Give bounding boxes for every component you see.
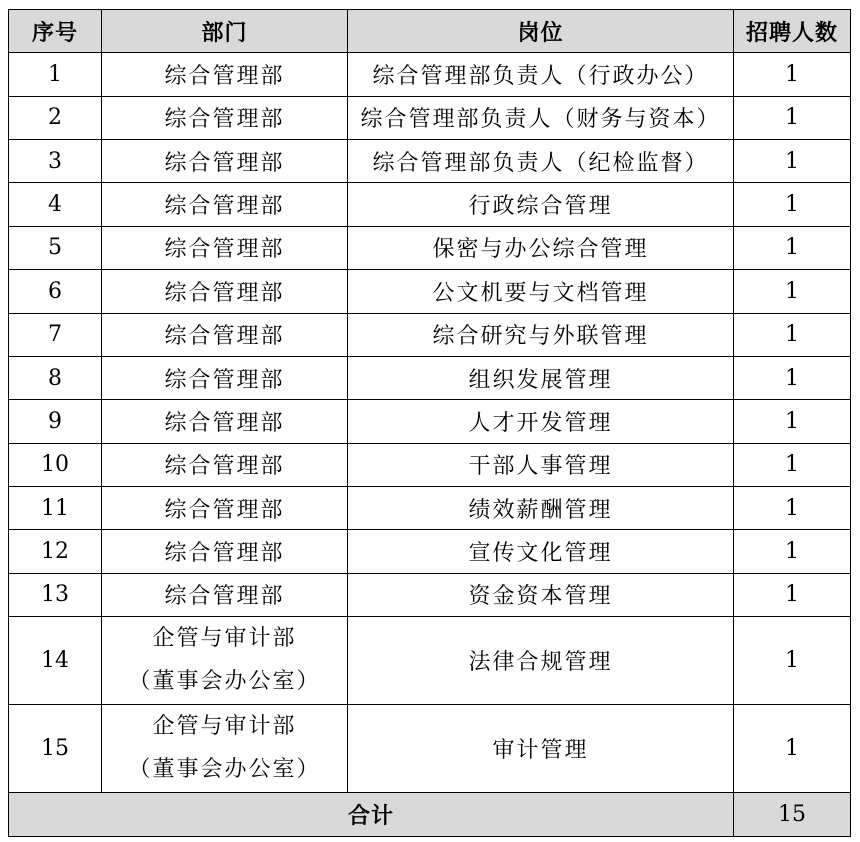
table-row xyxy=(9,617,851,705)
row-department: 综合管理部 xyxy=(102,183,348,226)
row-department: 综合管理部 xyxy=(102,486,348,529)
row-index: 4 xyxy=(9,183,102,226)
row-position: 绩效薪酬管理 xyxy=(348,486,734,529)
total-value: 15 xyxy=(734,792,851,837)
row-index: 12 xyxy=(9,530,102,573)
row-department: 综合管理部 xyxy=(102,53,348,96)
table-row xyxy=(9,704,851,792)
table-row xyxy=(9,183,851,226)
row-count: 1 xyxy=(734,486,851,529)
row-department: 综合管理部 xyxy=(102,400,348,443)
header-count: 招聘人数 xyxy=(734,10,851,53)
row-index: 6 xyxy=(9,270,102,313)
row-position: 法律合规管理 xyxy=(348,617,734,705)
header-department: 部门 xyxy=(102,10,348,53)
row-department: 综合管理部 xyxy=(102,140,348,183)
row-department: 综合管理部 xyxy=(102,573,348,616)
table-row xyxy=(9,530,851,573)
row-department: 综合管理部 xyxy=(102,226,348,269)
row-department: 综合管理部 xyxy=(102,270,348,313)
row-index: 10 xyxy=(9,443,102,486)
row-position: 综合管理部负责人（财务与资本） xyxy=(348,96,734,139)
total-label: 合计 xyxy=(9,792,734,837)
row-position: 综合管理部负责人（纪检监督） xyxy=(348,140,734,183)
row-index: 1 xyxy=(9,53,102,96)
row-index: 7 xyxy=(9,313,102,356)
total-row xyxy=(9,792,851,837)
table-row xyxy=(9,96,851,139)
row-count: 1 xyxy=(734,226,851,269)
table-row xyxy=(9,573,851,616)
department-line-1: 企管与审计部 xyxy=(152,626,297,652)
department-line-1: 企管与审计部 xyxy=(152,714,297,740)
row-count: 1 xyxy=(734,530,851,573)
row-position: 公文机要与文档管理 xyxy=(348,270,734,313)
row-position: 综合管理部负责人（行政办公） xyxy=(348,53,734,96)
row-position: 宣传文化管理 xyxy=(348,530,734,573)
row-department: 综合管理部 xyxy=(102,530,348,573)
table-row xyxy=(9,356,851,399)
row-count: 1 xyxy=(734,400,851,443)
row-department xyxy=(102,617,348,705)
row-count: 1 xyxy=(734,183,851,226)
row-count: 1 xyxy=(734,617,851,705)
row-position: 综合研究与外联管理 xyxy=(348,313,734,356)
table-row xyxy=(9,443,851,486)
row-count: 1 xyxy=(734,313,851,356)
row-index: 15 xyxy=(9,704,102,792)
header-position: 岗位 xyxy=(348,10,734,53)
table-row xyxy=(9,226,851,269)
table-row xyxy=(9,53,851,96)
row-position: 资金资本管理 xyxy=(348,573,734,616)
row-department: 综合管理部 xyxy=(102,313,348,356)
row-position: 组织发展管理 xyxy=(348,356,734,399)
row-count: 1 xyxy=(734,96,851,139)
row-count: 1 xyxy=(734,704,851,792)
department-line-2: （董事会办公室） xyxy=(128,669,321,695)
recruitment-table xyxy=(8,9,851,837)
row-index: 3 xyxy=(9,140,102,183)
row-index: 13 xyxy=(9,573,102,616)
row-index: 8 xyxy=(9,356,102,399)
row-count: 1 xyxy=(734,140,851,183)
row-department: 综合管理部 xyxy=(102,443,348,486)
row-index: 2 xyxy=(9,96,102,139)
row-position: 人才开发管理 xyxy=(348,400,734,443)
row-department: 综合管理部 xyxy=(102,356,348,399)
row-position: 审计管理 xyxy=(348,704,734,792)
row-index: 5 xyxy=(9,226,102,269)
table-row xyxy=(9,313,851,356)
row-department xyxy=(102,704,348,792)
header-index: 序号 xyxy=(9,10,102,53)
row-count: 1 xyxy=(734,443,851,486)
row-index: 14 xyxy=(9,617,102,705)
row-position: 干部人事管理 xyxy=(348,443,734,486)
table-row xyxy=(9,400,851,443)
row-count: 1 xyxy=(734,53,851,96)
row-count: 1 xyxy=(734,573,851,616)
row-position: 保密与办公综合管理 xyxy=(348,226,734,269)
row-position: 行政综合管理 xyxy=(348,183,734,226)
row-department: 综合管理部 xyxy=(102,96,348,139)
row-index: 9 xyxy=(9,400,102,443)
row-count: 1 xyxy=(734,270,851,313)
table-row xyxy=(9,486,851,529)
row-index: 11 xyxy=(9,486,102,529)
table-header-row xyxy=(9,10,851,53)
row-count: 1 xyxy=(734,356,851,399)
department-line-2: （董事会办公室） xyxy=(128,757,321,783)
table-row xyxy=(9,140,851,183)
table-row xyxy=(9,270,851,313)
